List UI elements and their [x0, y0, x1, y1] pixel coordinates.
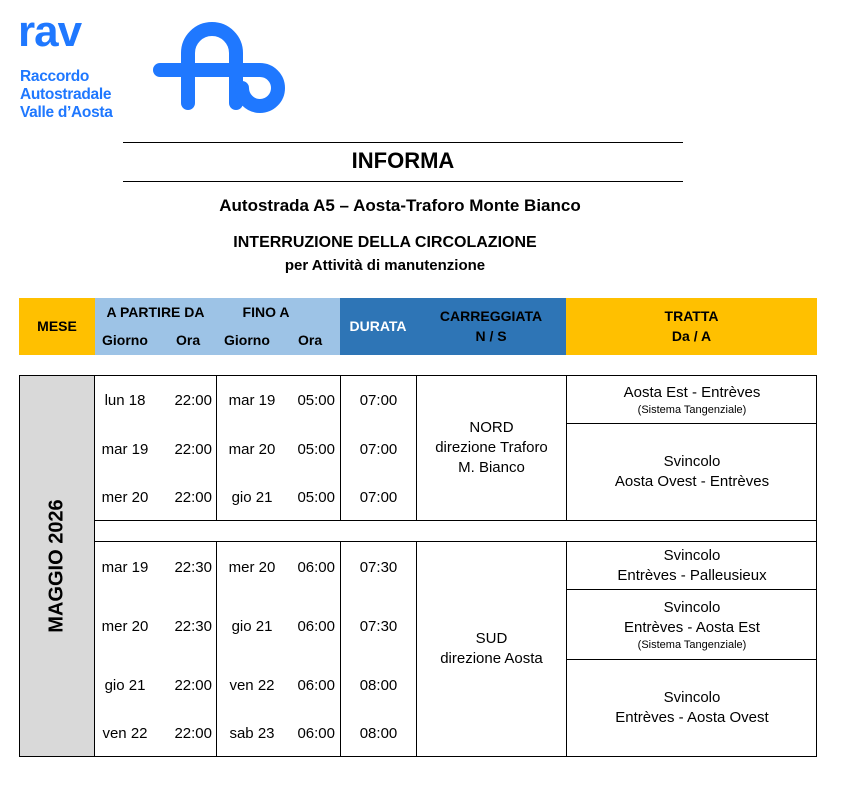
row-4-from-day: mar 19: [101, 558, 149, 576]
title-rule-top: [123, 142, 683, 143]
row-6-to-time: 06:00: [297, 676, 335, 694]
row-6-to-day: ven 22: [229, 676, 275, 694]
row-5-from-day: mer 20: [101, 617, 149, 635]
notice-title: INTERRUZIONE DELLA CIRCOLAZIONE: [233, 234, 537, 251]
row-1-from-time: 22:00: [174, 391, 212, 409]
logo-rav: rav: [18, 7, 82, 56]
row-7-from-day: ven 22: [102, 724, 148, 742]
logo-line-3: Valle d’Aosta: [20, 104, 113, 121]
notice-subtitle: per Attività di manutenzione: [284, 257, 486, 274]
row-5-to-day: gio 21: [231, 617, 273, 635]
row-2-from-day: mar 19: [101, 440, 149, 458]
header-to: FINO A Giorno Ora: [216, 298, 340, 355]
row-1-from-day: lun 18: [104, 391, 146, 409]
row-1-durata: 07:00: [359, 391, 398, 409]
row-3-to-day: gio 21: [231, 488, 273, 506]
header-tratta: TRATTA Da / A: [566, 298, 817, 355]
tratta-2: Svincolo Aosta Ovest - Entrèves: [614, 453, 770, 490]
row-2-durata: 07:00: [359, 440, 398, 458]
row-6-from-time: 22:00: [174, 676, 212, 694]
row-6-durata: 08:00: [359, 676, 398, 694]
row-2-to-time: 05:00: [297, 440, 335, 458]
row-1-to-time: 05:00: [297, 391, 335, 409]
carreggiata-sud: SUD direzione Aosta: [440, 630, 543, 667]
header-durata-carreggiata: DURATA CARREGGIATA N / S: [340, 298, 566, 355]
tratta-5: Svincolo Entrèves - Aosta Ovest: [615, 689, 769, 726]
row-3-from-time: 22:00: [174, 488, 212, 506]
row-5-durata: 07:30: [359, 617, 398, 635]
row-4-durata: 07:30: [359, 558, 398, 576]
row-7-from-time: 22:00: [174, 724, 212, 742]
road-name: Autostrada A5 – Aosta-Traforo Monte Bianco: [219, 196, 581, 215]
row-divider: [94, 520, 817, 521]
row-1-to-day: mar 19: [228, 391, 276, 409]
row-4-to-day: mer 20: [228, 558, 276, 576]
carreggiata-nord: NORD direzione Traforo M. Bianco: [435, 419, 548, 476]
header-mese: MESE: [19, 298, 95, 355]
row-5-to-time: 06:00: [297, 617, 335, 635]
row-3-to-time: 05:00: [297, 488, 335, 506]
row-7-to-day: sab 23: [229, 724, 275, 742]
row-3-durata: 07:00: [359, 488, 398, 506]
tratta-4: Svincolo Entrèves - Aosta Est (Sistema Tangenziale): [624, 598, 760, 651]
row-4-to-time: 06:00: [297, 558, 335, 576]
row-7-durata: 08:00: [359, 724, 398, 742]
logo-line-1: Raccordo: [20, 68, 90, 85]
logo-line-2: Autostradale: [20, 86, 112, 103]
row-4-from-time: 22:30: [174, 558, 212, 576]
tratta-1: Aosta Est - Entrèves (Sistema Tangenziale): [623, 383, 761, 416]
row-7-to-time: 06:00: [297, 724, 335, 742]
row-2-to-day: mar 20: [228, 440, 276, 458]
month-label: MAGGIO 2026: [45, 499, 68, 633]
row-5-from-time: 22:30: [174, 617, 212, 635]
row-6-from-day: gio 21: [104, 676, 146, 694]
title-rule-bottom: [123, 181, 683, 182]
page-title: INFORMA: [351, 148, 455, 173]
header-from: A PARTIRE DA Giorno Ora: [95, 298, 216, 355]
tratta-3: Svincolo Entrèves - Palleusieux: [617, 546, 767, 584]
row-3-from-day: mer 20: [101, 488, 149, 506]
row-2-from-time: 22:00: [174, 440, 212, 458]
logo-mark-icon: [150, 8, 295, 118]
